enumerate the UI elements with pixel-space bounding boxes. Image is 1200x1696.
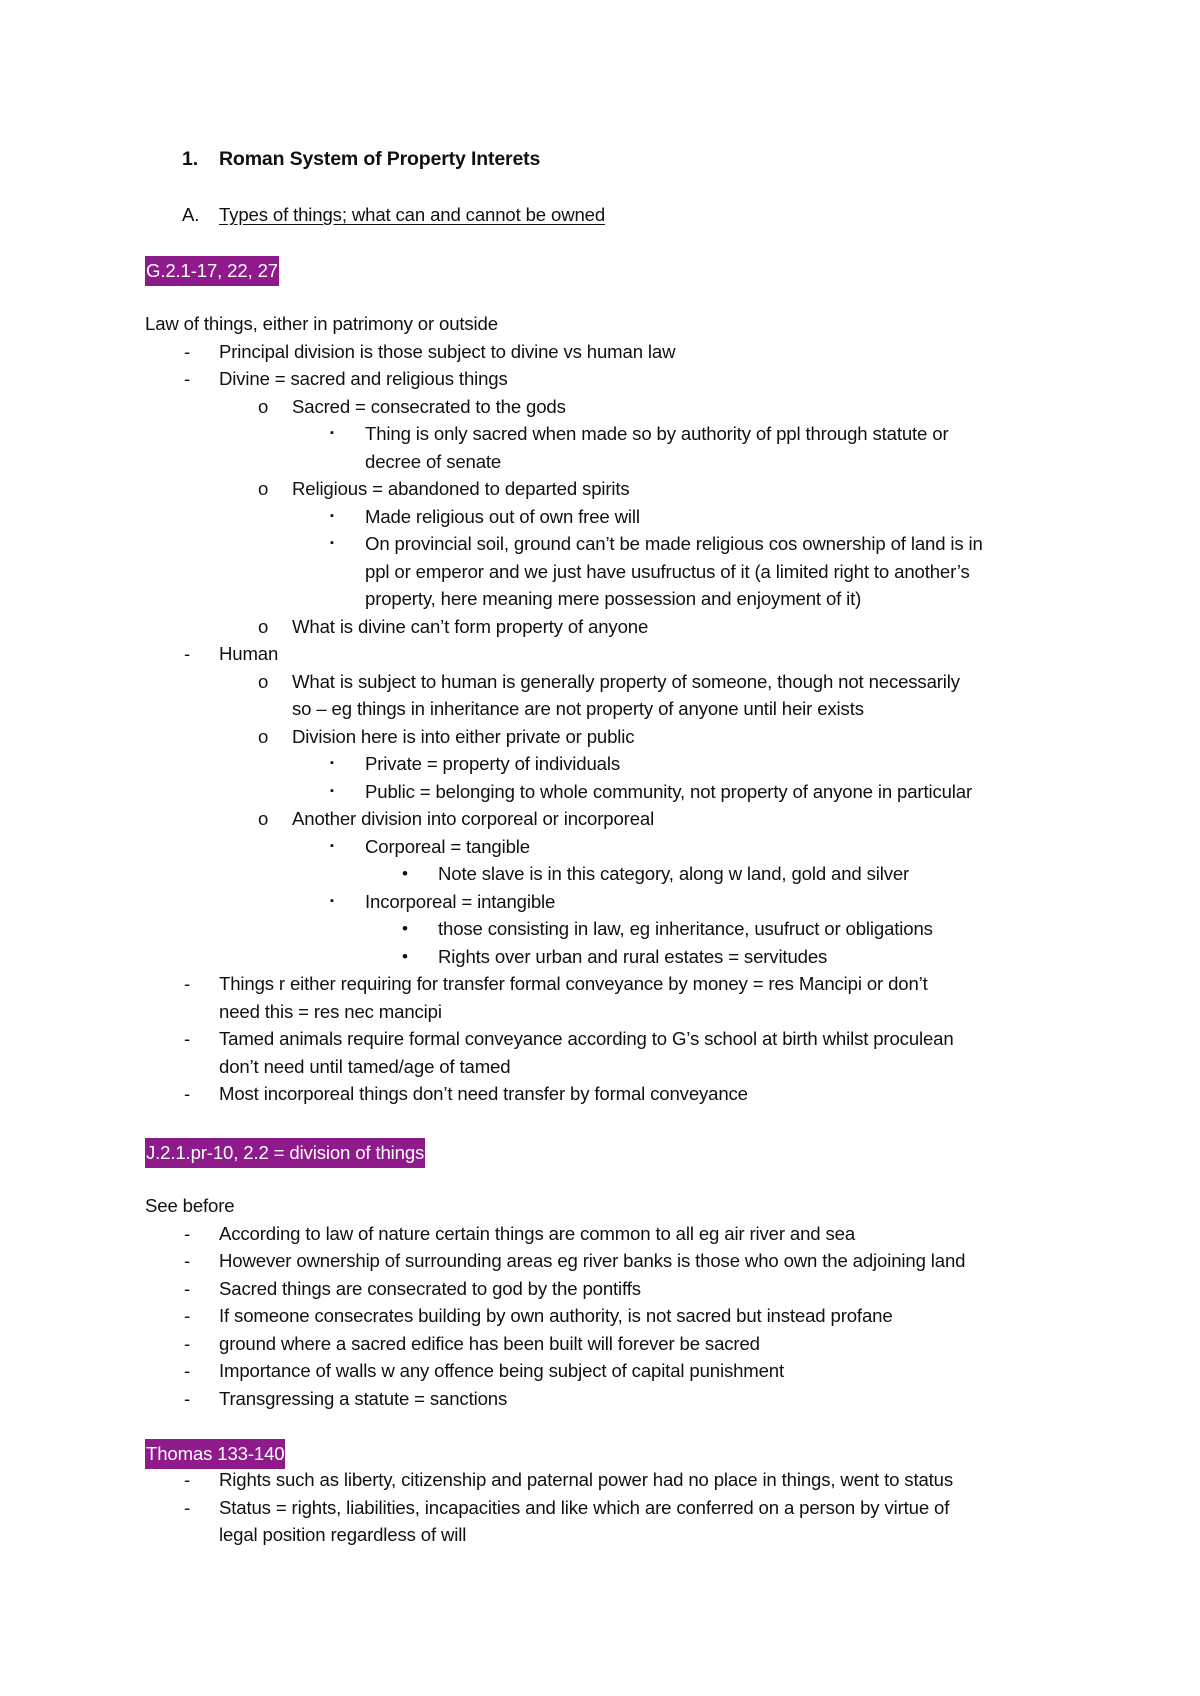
note-text: Most incorporeal things don’t need transfer by formal conveyance [219,1083,748,1104]
note-text: Human [219,643,279,664]
note-text: Transgressing a statute = sanctions [219,1387,508,1409]
note-text: Corporeal = tangible [365,835,530,857]
note-text: See before [145,1195,235,1216]
square-bullet: ▪ [330,784,334,797]
note-text: Religious = abandoned to departed spirits [292,478,630,499]
square-bullet: ▪ [330,509,334,522]
dash-bullet: - [184,1305,191,1326]
note-text: What is subject to human is generally property of someone, though not necessarily [292,670,960,692]
dot-bullet: • [402,946,408,966]
dash-bullet: - [184,973,191,994]
circle-bullet: o [258,808,269,829]
note-text: so – eg things in inheritance are not property of anyone until heir exists [292,698,864,719]
highlighted-source-tag: J.2.1.pr-10, 2.2 = division of things [145,1138,425,1168]
dash-bullet: - [184,1387,191,1409]
note-text: ppl or emperor and we just have usufructus of it (a limited right to another’s [365,560,970,582]
circle-bullet: o [258,725,269,747]
note-text: those consisting in law, eg inheritance, usufruct or obligations [438,918,933,939]
note-text: Sacred things are consecrated to god by the pontiffs [219,1277,641,1299]
highlighted-source-tag: G.2.1-17, 22, 27 [145,256,279,286]
dot-bullet: • [402,919,408,938]
subheading-text: Types of things; what can and cannot be owned [219,204,606,225]
circle-bullet: o [258,478,269,499]
note-text: What is divine can’t form property of anyone [292,615,649,637]
dash-bullet: - [184,1083,191,1104]
note-text: Division here is into either private or public [292,725,635,747]
dash-bullet: - [184,1028,191,1049]
note-text: Another division into corporeal or incorporeal [292,808,655,829]
dash-bullet: - [184,1496,191,1518]
dot-bullet: • [402,864,408,883]
note-text: Public = belonging to whole community, not property of anyone in particular [365,780,973,802]
dash-bullet: - [184,643,191,664]
note-text: Private = property of individuals [365,753,620,774]
note-text: Law of things, either in patrimony or outside [145,313,498,334]
note-text: Importance of walls w any offence being subject of capital punishment [219,1360,785,1381]
note-text: don’t need until tamed/age of tamed [219,1055,511,1077]
dash-bullet: - [184,1222,191,1244]
note-text: Note slave is in this category, along w land, gold and silver [438,863,910,884]
note-text: Made religious out of own free will [365,505,640,527]
square-bullet: ▪ [330,839,334,852]
dash-bullet: - [184,1469,191,1490]
dash-bullet: - [184,1277,191,1299]
note-text: However ownership of surrounding areas eg river banks is those who own the adjoining land [219,1250,966,1271]
note-text: Rights such as liberty, citizenship and paternal power had no place in things, went to status [219,1469,954,1490]
note-text: Thing is only sacred when made so by authority of ppl through statute or [365,423,949,444]
dash-bullet: - [184,1250,191,1271]
dash-bullet: - [184,1360,191,1381]
circle-bullet: o [258,615,269,637]
note-text: legal position regardless of will [219,1524,467,1545]
dash-bullet: - [184,368,191,389]
square-bullet: ▪ [330,537,334,549]
note-text: ground where a sacred edifice has been built will forever be sacred [219,1332,760,1354]
circle-bullet: o [258,395,269,417]
title-text: Roman System of Property Interets [219,148,541,170]
highlighted-source-tag: Thomas 133-140 [145,1439,285,1469]
note-text: Sacred = consecrated to the gods [292,395,566,417]
square-bullet: ▪ [330,757,334,769]
note-text: Things r either requiring for transfer formal conveyance by money = res Mancipi or don’t [219,973,928,994]
circle-bullet: o [258,670,269,692]
square-bullet: ▪ [330,894,334,907]
dash-bullet: - [184,340,191,362]
note-text: If someone consecrates building by own authority, is not sacred but instead profane [219,1305,893,1326]
note-text: Rights over urban and rural estates = servitudes [438,945,828,967]
square-bullet: ▪ [330,427,334,439]
subheading-letter: A. [182,204,200,225]
note-text: Tamed animals require formal conveyance according to G’s school at birth whilst proculean [219,1028,954,1049]
note-text: Incorporeal = intangible [365,890,556,912]
note-text: Status = rights, liabilities, incapacities and like which are conferred on a person by virtue of [219,1496,950,1518]
note-text: On provincial soil, ground can’t be made religious cos ownership of land is in [365,533,983,554]
note-text: According to law of nature certain things are common to all eg air river and sea [219,1222,856,1244]
dash-bullet: - [184,1332,191,1354]
note-text: property, here meaning mere possession and enjoyment of it) [365,588,862,609]
note-text: Divine = sacred and religious things [219,368,508,389]
note-text: decree of senate [365,450,502,472]
note-text: need this = res nec mancipi [219,1000,442,1022]
note-text: Principal division is those subject to divine vs human law [219,340,676,362]
title-number: 1. [182,148,198,170]
